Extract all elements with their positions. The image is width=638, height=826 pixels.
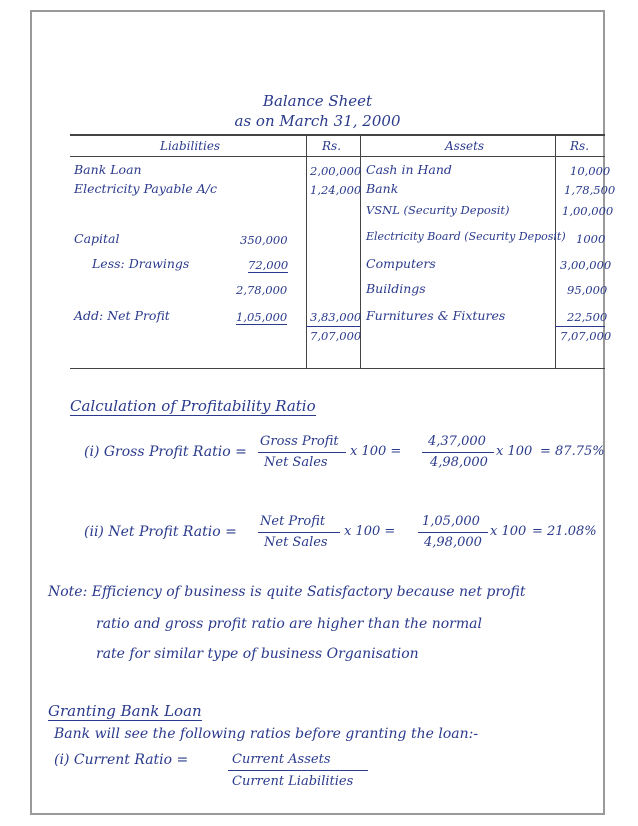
gross-den: Net Sales [264,455,328,470]
net-num: Net Profit [260,514,326,529]
gross-ratio-label: (i) Gross Profit Ratio = [84,444,247,460]
asset-furniture-label: Furnitures & Fixtures [366,308,506,323]
current-fraction-line [228,770,368,771]
asset-vsnl-label: VSNL (Security Deposit) [366,203,510,217]
gross-den-value: 4,98,000 [430,455,488,470]
electricity-payable-label: Electricity Payable A/c [74,181,217,196]
asset-bank-amount: 1,78,500 [564,183,616,197]
bank-loan-amount: 2,00,000 [310,164,362,178]
drawings-amount: 72,000 [248,258,289,272]
sheet-title: Balance Sheet [262,92,373,110]
assets-total-rule [555,326,605,327]
gross-num: Gross Profit [260,434,339,449]
net-profit-label: Add: Net Profit [74,308,170,323]
col-divider-1 [306,136,307,368]
asset-buildings-amount: 95,000 [567,283,608,297]
capital-total: 3,83,000 [310,310,362,324]
note-line-2: ratio and gross profit ratio are higher than the normal [96,616,482,632]
header-rule [70,156,605,157]
asset-computers-amount: 3,00,000 [560,258,612,272]
capital-label: Capital [74,231,120,246]
asset-cash-amount: 10,000 [570,164,611,178]
current-den: Current Liabilities [232,774,354,789]
net-result: = 21.08% [532,524,597,539]
header-rs-2: Rs. [570,139,590,153]
current-ratio-label: (i) Current Ratio = [54,752,189,768]
gross-num-value: 4,37,000 [428,434,486,449]
col-divider-3 [555,136,556,368]
current-num: Current Assets [232,752,331,767]
header-rs-1: Rs. [322,139,342,153]
assets-total: 7,07,000 [560,329,612,343]
profitability-heading: Calculation of Profitability Ratio [70,397,316,415]
electricity-payable-amount: 1,24,000 [310,183,362,197]
note-line-3: rate for similar type of business Organisation [96,646,419,662]
net-den-value: 4,98,000 [424,535,482,550]
net-mult-1: x 100 = [344,524,396,539]
bank-loan-label: Bank Loan [74,162,142,177]
net-ratio-label: (ii) Net Profit Ratio = [84,524,237,540]
capital-subtotal: 2,78,000 [236,283,288,297]
balance-sheet-table [70,134,616,369]
gross-mult-2: x 100 [496,444,533,459]
note-line-1: Note: Efficiency of business is quite Satisfactory because net profit [48,584,526,600]
bank-loan-heading: Granting Bank Loan [48,702,202,720]
net-fraction-line [258,532,340,533]
header-assets: Assets [445,139,485,153]
asset-electricity-amount: 1000 [576,232,606,246]
header-liabilities: Liabilities [160,139,221,153]
sheet-subtitle: as on March 31, 2000 [234,112,401,130]
net-den: Net Sales [264,535,328,550]
asset-furniture-amount: 22,500 [567,310,608,324]
asset-vsnl-amount: 1,00,000 [562,204,614,218]
gross-value-line [422,452,494,453]
capital-amount: 350,000 [240,233,288,247]
net-profit-amount: 1,05,000 [236,310,288,324]
bank-loan-line-1: Bank will see the following ratios before granting the loan:- [54,726,479,742]
liabilities-total-rule [306,326,360,327]
asset-buildings-label: Buildings [366,281,426,296]
liabilities-total: 7,07,000 [310,329,362,343]
document-page [30,10,616,815]
asset-bank-label: Bank [366,181,399,196]
gross-mult-1: x 100 = [350,444,402,459]
asset-computers-label: Computers [366,256,436,271]
asset-electricity-label: Electricity Board (Security Deposit) [366,230,566,243]
gross-fraction-line [258,452,346,453]
net-num-value: 1,05,000 [422,514,480,529]
asset-cash-label: Cash in Hand [366,162,452,177]
drawings-label: Less: Drawings [92,256,190,271]
gross-result: = 87.75% [540,444,605,459]
net-mult-2: x 100 [490,524,527,539]
net-value-line [418,532,488,533]
